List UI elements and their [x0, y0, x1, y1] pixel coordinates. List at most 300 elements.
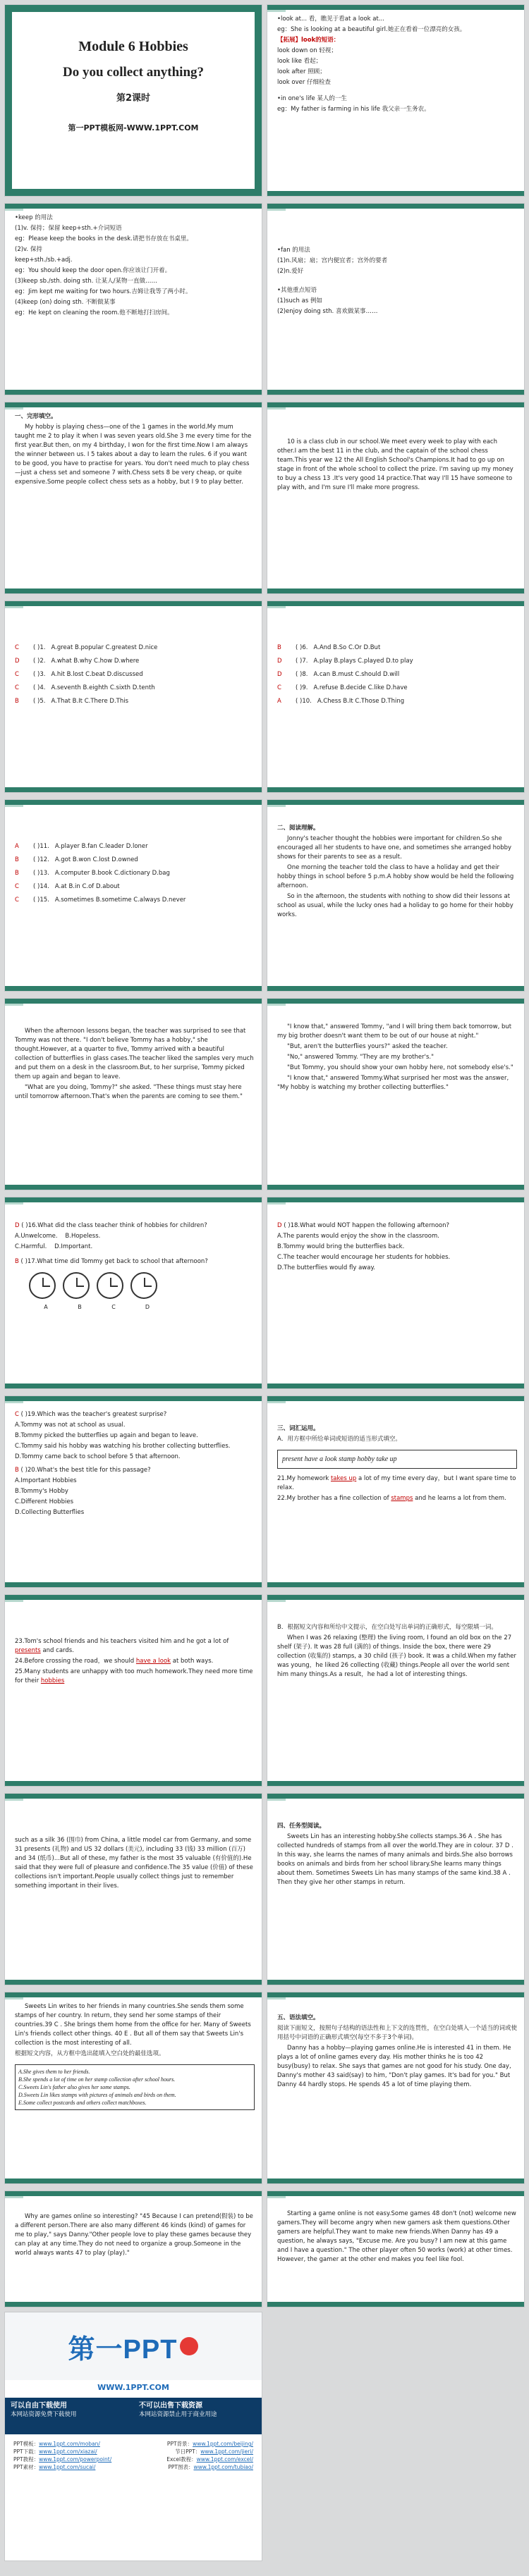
question-number: ( )6. — [296, 644, 308, 651]
question-16 — [15, 1221, 255, 1231]
band-left — [5, 2398, 133, 2434]
link-url[interactable]: www.1ppt.com/xiazai/ — [39, 2448, 97, 2455]
question-19 — [15, 1410, 255, 1419]
link-item — [13, 2440, 100, 2448]
slide-reading-3 — [267, 998, 525, 1190]
sentence-text: 22.My brother has a fine collection of — [277, 1495, 389, 1502]
paragraph: "I know that," answered Tommy, "and I will bring them back tomorrow, but my big brother doesn't want them to be out of our house at night." — [277, 1023, 512, 1040]
slide-content — [15, 214, 255, 388]
link-label: PPT素材： — [13, 2464, 39, 2470]
sentence-text: at both ways. — [172, 1658, 214, 1665]
link-url[interactable]: www.1ppt.com/powerpoint/ — [39, 2456, 112, 2463]
question-number: ( )9. — [296, 684, 308, 691]
link-url[interactable]: www.1ppt.com/beijing/ — [193, 2441, 253, 2447]
slide-questions-19-20 — [4, 1395, 262, 1588]
choice-options: A.great B.popular C.greatest D.nice — [51, 644, 158, 651]
choice-options: A.Chess B.It C.Those D.Thing — [317, 698, 405, 705]
text-line: (2)enjoy doing sth. 喜欢做某事…… — [277, 308, 378, 315]
top-bar — [267, 5, 524, 10]
choice-row — [15, 896, 255, 905]
slide-content — [15, 643, 255, 785]
slide-content — [277, 246, 517, 388]
link-item — [167, 2440, 253, 2448]
text-line: look over 仔细检查 — [277, 79, 332, 86]
slide-reading-2 — [4, 998, 262, 1190]
bottom-bar — [267, 2178, 524, 2183]
option: C.Tommy said his hobby was watching his brother collecting butterflies. — [15, 1443, 231, 1450]
question-text: ( )16.What did the class teacher think of hobbies for children? — [21, 1222, 207, 1229]
top-bar — [5, 1794, 262, 1799]
passage: such as a silk 36 (围巾) from China, a little model car from Germany, and some 31 presents (礼物) and US 32 dollars (美元), including 33 (钱) 33 million (百万) and 34 (纸币)...But all of these, my father is the most 35 valuable (有价值的).He said that they were full of pleasure and confidence.The 35 value (价值) of these collections isn't important.People usually collect things just to remember something important in their lives. — [15, 1837, 253, 1890]
bottom-bar — [267, 1185, 524, 1190]
slide-cloze-1 — [4, 402, 262, 594]
sentence-25 — [15, 1668, 255, 1686]
promo-links — [5, 2434, 262, 2477]
lesson-question: Do you collect anything? — [62, 65, 205, 80]
link-url[interactable]: www.1ppt.com/jieri/ — [200, 2448, 253, 2455]
bottom-bar — [267, 986, 524, 991]
slide-look-at — [267, 4, 525, 197]
paragraph: "What are you doing, Tommy?" she asked. "These things must stay here until tomorrow afternoon.That's when the parents are coming to see them." — [15, 1084, 243, 1100]
link-url[interactable]: www.1ppt.com/tubiao/ — [193, 2464, 253, 2470]
question-text: ( )18.What would NOT happen the following afternoon? — [284, 1222, 449, 1229]
corner-accent — [267, 805, 286, 807]
text-line: eg：Jim kept me waiting for two hours.吉姆让我等了两小时。 — [15, 288, 192, 295]
corner-accent — [5, 1600, 23, 1602]
text-line: eg：She is looking at a beautiful girl.她正在看着一位漂亮的女孩。 — [277, 26, 466, 33]
answer-23: presents — [15, 1647, 41, 1654]
slide-content — [277, 1424, 517, 1580]
clock-icon — [63, 1272, 90, 1299]
text-line: (4)keep (on) doing sth. 不断做某事 — [15, 299, 116, 306]
answer: A — [15, 843, 19, 850]
promo-slide — [4, 2312, 262, 2561]
option: A.She gives them to her friends. — [18, 2069, 90, 2075]
site-label: 第一PPT模板网-WWW.1PPT.COM — [68, 123, 199, 133]
choice-options: A.computer B.book C.dictionary D.bag — [54, 870, 170, 877]
link-row — [13, 2463, 253, 2471]
slide-content — [277, 824, 517, 984]
text-line: eg：My father is farming in his life 我父亲一生务农。 — [277, 106, 430, 113]
question-18 — [277, 1221, 517, 1231]
corner-accent — [267, 1799, 286, 1801]
corner-accent — [267, 1202, 286, 1204]
answer-20: B — [15, 1467, 19, 1474]
choice-row — [277, 643, 517, 653]
option: D.Collecting Butterflies — [15, 1509, 85, 1516]
slide-content — [15, 412, 255, 586]
top-bar — [267, 1595, 524, 1600]
question-number: ( )13. — [33, 870, 49, 877]
slide-choices-2 — [267, 600, 525, 793]
slide-grammar-3 — [267, 2190, 525, 2307]
bottom-bar — [5, 1383, 262, 1388]
option: D.Important. — [54, 1243, 93, 1250]
answer: D — [277, 671, 282, 678]
option: B.Tommy picked the butterflies up again and began to leave. — [15, 1432, 198, 1439]
bottom-bar — [267, 1582, 524, 1587]
paragraph: When the afternoon lessons began, the teacher was surprised to see that Tommy was not there. "I don't believe Tommy has a hobby," she thought.However, at a quarter to five, Tommy arrived with a beautiful collection of butterflies in glass cases.The teacher liked the samples very much and put them on a desk in the classroom.But, to her surprise, Tommy picked them up again and began to leave. — [15, 1028, 254, 1080]
answer-19: C — [15, 1411, 19, 1418]
slide-choices-3 — [4, 799, 262, 992]
top-bar — [5, 800, 262, 805]
slide-keep — [4, 203, 262, 395]
bottom-bar — [267, 787, 524, 792]
passage: Danny has a hobby—playing games online.He is interested 41 in them. He plays a lot of online games every day. His mother thinks he is too 42 busy(busy) to relax. She says that games are not good for his study. One day, Danny's mother 43 said(say) to him, "Don't play games. It's bad for you." But Danny 44 hardly stops. He spends 45 a lot of time playing them. — [277, 2045, 511, 2088]
question-number: ( )7. — [296, 658, 308, 665]
question-number: ( )11. — [33, 843, 49, 850]
passage: Why are games online so interesting? "45 Because I can pretend(假装) to be a different person.There are also many different 46 kinds (kind) of games for me to play," says Danny."Other people love to play these games because they can play at any time.They do not need to organize a group.Someone in the world always wants 47 to play (play)." — [15, 2213, 253, 2257]
question-number: ( )8. — [296, 671, 308, 678]
band-text: 本网站资源免费下载使用 — [11, 2411, 77, 2418]
question-number: ( )10. — [296, 698, 312, 705]
sentence-24 — [15, 1657, 255, 1666]
sentence-23 — [15, 1637, 255, 1656]
choice-options: A.play B.plays C.played D.to play — [313, 658, 413, 665]
slide-grammar-2 — [4, 2190, 262, 2307]
top-bar — [267, 800, 524, 805]
section-subheading: 根据短文内容，从方框中选出能填入空白处的最佳选项。 — [15, 2050, 165, 2057]
text-line: •其他重点短语 — [277, 287, 317, 294]
section-heading: 一、完形填空。 — [15, 413, 57, 420]
slide-content — [15, 842, 255, 984]
bottom-bar — [267, 1980, 524, 1985]
text-line: eg：You should keep the door open.你应该让门开着。 — [15, 267, 171, 274]
text-line: •look at... 看，瞧见于看at a look at... — [277, 16, 384, 23]
bottom-bar — [5, 1582, 262, 1587]
options-16 — [15, 1232, 255, 1241]
corner-accent — [5, 1997, 23, 1999]
link-row — [13, 2448, 253, 2455]
question-17 — [15, 1257, 255, 1267]
answer-22: stamps — [391, 1495, 413, 1502]
slide-content — [15, 1221, 255, 1381]
promo-band — [5, 2398, 262, 2434]
corner-accent — [267, 1401, 286, 1403]
option: A.Unwelcome. — [15, 1233, 58, 1240]
bottom-bar — [5, 1980, 262, 1985]
text-line: keep+sth./sb.+adj. — [15, 257, 73, 264]
slide-task-reading-2 — [4, 1992, 262, 2184]
top-bar — [267, 1396, 524, 1401]
text-line: (1)v. 保持；保留 keep+sth.+介词短语 — [15, 225, 122, 232]
corner-accent — [5, 209, 23, 211]
answer: D — [15, 658, 20, 665]
top-bar — [5, 402, 262, 407]
link-item — [13, 2448, 97, 2455]
paragraph: "I know that," answered Tommy.What surprised her most was the answer, "My hobby is watching my brother collecting butterflies." — [277, 1075, 509, 1091]
text-line: eg：Please keep the books in the desk.请把书存放在书桌里。 — [15, 235, 193, 242]
bottom-bar — [267, 191, 524, 196]
answer-21: takes up — [330, 1475, 357, 1482]
choice-row — [15, 643, 255, 653]
top-bar — [5, 204, 262, 209]
slide-content — [277, 438, 517, 586]
section-heading: 二、阅读理解。 — [277, 825, 320, 832]
answer: D — [277, 658, 282, 665]
text-line: (1)such as 例如 — [277, 297, 322, 304]
sentence-text: 25.Many students are unhappy with too much homework.They need more time for their — [15, 1668, 253, 1684]
bottom-bar — [5, 588, 262, 593]
slide-vocab-a — [267, 1395, 525, 1588]
option: D.The butterflies would fly away. — [277, 1264, 375, 1271]
options-box — [15, 2064, 255, 2110]
link-item — [13, 2463, 95, 2471]
answer-25: hobbies — [40, 1677, 65, 1684]
clock-row — [15, 1268, 255, 1302]
top-bar — [5, 1595, 262, 1600]
option: C.Sweets Lin's father also gives her some stamps. — [18, 2084, 130, 2090]
options-16b — [15, 1243, 255, 1252]
corner-accent — [5, 1202, 23, 1204]
link-label: PPT背景： — [166, 2441, 193, 2447]
slide-content — [15, 1410, 255, 1580]
question-20 — [15, 1466, 255, 1475]
corner-accent — [267, 407, 286, 409]
bottom-bar — [5, 986, 262, 991]
paragraph: "But, aren't the butterflies yours?" asked the teacher. — [287, 1043, 448, 1050]
choice-row — [277, 697, 517, 706]
choice-options: A.refuse B.decide C.like D.have — [313, 684, 408, 691]
clock-label: D — [145, 1304, 150, 1310]
paragraph: One morning the teacher told the class to have a holiday and get their hobby things in school before 5 p.m.A hobby show would be held the following afternoon. — [277, 864, 514, 889]
link-item — [13, 2455, 111, 2463]
answer: B — [15, 856, 19, 863]
answer: C — [15, 671, 19, 678]
question-number: ( )4. — [33, 684, 46, 691]
link-url[interactable]: www.1ppt.com/sucai/ — [39, 2464, 96, 2470]
choice-options: A.And B.So C.Or D.But — [313, 644, 381, 651]
top-bar — [267, 999, 524, 1004]
promo-site[interactable]: WWW.1PPT.COM — [97, 2383, 169, 2392]
answer: B — [277, 644, 281, 651]
slide-content — [277, 15, 517, 189]
corner-accent — [5, 606, 23, 608]
clock-label: A — [44, 1304, 48, 1310]
bottom-bar — [267, 588, 524, 593]
link-item — [175, 2448, 253, 2455]
top-bar — [5, 2191, 262, 2196]
question-number: ( )1. — [33, 644, 46, 651]
slide-choices-1 — [4, 600, 262, 793]
top-bar — [5, 1992, 262, 1997]
choice-options: A.seventh B.eighth C.sixth D.tenth — [51, 684, 155, 691]
option: C.Different Hobbies — [15, 1498, 73, 1505]
slide-content — [277, 2210, 517, 2300]
bottom-bar — [5, 1781, 262, 1786]
choice-options: A.sometimes B.sometime C.always D.never — [54, 896, 186, 904]
question-text: ( )17.What time did Tommy get back to school that afternoon? — [20, 1258, 208, 1265]
slide-content — [277, 1221, 517, 1381]
corner-accent — [267, 1600, 286, 1602]
sentence-22 — [277, 1494, 517, 1503]
corner-accent — [5, 1004, 23, 1006]
option: A.Important Hobbies — [15, 1477, 77, 1484]
link-label: PPT模板： — [13, 2441, 39, 2447]
option: B.Tommy's Hobby — [15, 1488, 68, 1495]
option: B.She spends a lot of time on her stamp collection after school hours. — [18, 2076, 176, 2083]
band-right — [133, 2398, 262, 2434]
text-line: (3)keep sb./sth. doing sth. 让某人/某物一直做…… — [15, 278, 158, 285]
answer-18: D — [277, 1222, 282, 1229]
slide-questions-16-17 — [4, 1197, 262, 1389]
sentence-21 — [277, 1474, 517, 1493]
corner-accent — [267, 606, 286, 608]
corner-accent — [267, 1997, 286, 1999]
sentence-text: 23.Tom's school friends and his teachers visited him and he got a lot of — [15, 1638, 229, 1645]
choice-row — [15, 842, 255, 851]
paragraph: Jonny's teacher thought the hobbies were important for children.So she encouraged all her students to have one, and sometimes she arranged hobby shows for their parents to see as a result. — [277, 835, 512, 861]
answer: A — [277, 698, 281, 705]
clock-label: B — [78, 1304, 82, 1310]
bottom-bar — [5, 787, 262, 792]
slide-content — [277, 1623, 517, 1779]
slide-content — [15, 1637, 255, 1779]
slide-vocab-b — [267, 1594, 525, 1787]
section-heading: 四、任务型阅读。 — [277, 1823, 326, 1830]
link-url[interactable]: www.1ppt.com/excel/ — [196, 2456, 253, 2463]
unit-title: Module 6 Hobbies — [78, 39, 188, 54]
sentence-text: and he learns a lot from them. — [415, 1495, 506, 1502]
option: A.Tommy was not at school as usual. — [15, 1422, 126, 1429]
corner-accent — [5, 1799, 23, 1801]
slide-question-18 — [267, 1197, 525, 1389]
text-line: •keep 的用法 — [15, 214, 53, 221]
question-number: ( )12. — [33, 856, 49, 863]
slide-grammar-1 — [267, 1992, 525, 2184]
section-heading: 五、语法填空。 — [277, 2014, 320, 2021]
slide-cloze-2 — [267, 402, 525, 594]
slide-content — [15, 1836, 255, 1978]
text-line: 【拓展】look的短语： — [277, 37, 340, 44]
answer: C — [15, 684, 19, 691]
sentence-text: 21.My homework — [277, 1475, 329, 1482]
answer: B — [15, 870, 19, 877]
answer: C — [15, 644, 19, 651]
option: E.Some collect postcards and others collect matchboxes. — [18, 2100, 147, 2106]
choice-row — [277, 657, 517, 666]
section-subheading: A．用方框中所给单词或短语的适当形式填空。 — [277, 1436, 401, 1443]
text-line: •fan 的用法 — [277, 247, 310, 254]
bottom-bar — [267, 2302, 524, 2307]
clock-icon — [29, 1272, 56, 1299]
text-line: eg：He kept on cleaning the room.他不断地打扫房间。 — [15, 309, 174, 316]
text-line: look like 看起； — [277, 58, 322, 65]
answer: B — [15, 698, 19, 705]
choice-row — [277, 670, 517, 679]
choice-options: A.got B.won C.lost D.owned — [54, 856, 138, 863]
slide-vocab-a2 — [4, 1594, 262, 1787]
word-box: present have a look stamp hobby take up — [277, 1450, 517, 1469]
passage: 10 is a class club in our school.We meet every week to play with each other.I am the best 11 in the club, and the captain of the school chess team.This year we 12 the All English School's Champions.It had to go up on stage in front of the whole school to collect the prize. I'm saving up my money to buy a chess 13 .It's very good 14 practice.That way I'll 15 have someone to play with, and I'm sure I'll make more progress. — [277, 438, 513, 491]
clock-icon — [97, 1272, 123, 1299]
brand-logo — [68, 2327, 199, 2366]
question-number: ( )3. — [33, 671, 46, 678]
clock-label: C — [111, 1304, 116, 1310]
question-text: ( )20.What's the best title for this passage? — [20, 1467, 151, 1474]
option: B.Tommy would bring the butterflies back. — [277, 1243, 405, 1250]
text-line: (2)n.爱好 — [277, 268, 304, 275]
passage: When I was 26 relaxing (整理) the living room, I found an old box on the 27 shelf (架子). It was 28 full (满的) of things. Inside the box, there were 29 collection (收集的) stamps, a 30 child (孩子) book. It was a child.When my father was young，he liked 26 collecting (收藏) things.People all over the world sent him many things.As a result，he had a lot of interesting things. — [277, 1634, 516, 1678]
sentence-text: a lot of my time every day，but I want spare time to relax. — [277, 1475, 516, 1491]
question-number: ( )15. — [33, 896, 49, 904]
text-line: look down on 轻视； — [277, 47, 337, 54]
option: C.Harmful. — [15, 1243, 47, 1250]
bottom-bar — [5, 2302, 262, 2307]
band-text: 本网站资源禁止用于商业用途 — [139, 2411, 217, 2418]
choice-row — [277, 684, 517, 693]
choice-row — [15, 657, 255, 666]
link-label: PPT下载： — [13, 2448, 39, 2455]
link-item — [168, 2463, 253, 2471]
choice-row — [15, 856, 255, 865]
choice-options: A.at B.in C.of D.about — [54, 883, 120, 890]
top-bar — [5, 1396, 262, 1401]
link-label: PPT教程： — [13, 2456, 39, 2463]
text-line: •in one's life 某人的一生 — [277, 95, 347, 102]
text-line: look after 照顾； — [277, 68, 326, 75]
slide-content — [277, 2014, 517, 2176]
top-bar — [267, 402, 524, 407]
top-bar — [267, 204, 524, 209]
paragraph: "But Tommy, you should show your own hobby here, not somebody else's." — [287, 1064, 513, 1071]
corner-accent — [5, 805, 23, 807]
link-row — [13, 2455, 253, 2463]
band-title: 可以自由下载使用 — [11, 2402, 67, 2410]
slide-content — [277, 1822, 517, 1978]
option: D.Sweets Lin likes stamps with pictures of animals and birds on them. — [18, 2092, 176, 2098]
slide-content — [277, 643, 517, 785]
section-heading: 三、词汇运用。 — [277, 1425, 320, 1432]
question-number: ( )14. — [33, 883, 49, 890]
option: A.The parents would enjoy the show in the classroom. — [277, 1233, 439, 1240]
title-card — [12, 12, 255, 189]
link-item — [166, 2455, 253, 2463]
logo-area — [5, 2312, 262, 2380]
bottom-bar — [5, 1185, 262, 1190]
bottom-bar — [267, 1383, 524, 1388]
answer: C — [15, 896, 19, 904]
link-url[interactable]: www.1ppt.com/moban/ — [39, 2441, 100, 2447]
clock-labels — [15, 1302, 255, 1312]
corner-accent — [5, 407, 23, 409]
paragraph: So in the afternoon, the students with nothing to show did their lessons at school as usual, while the lucky ones had a holiday to go home for their hobby works. — [277, 893, 513, 918]
lesson-number: 第2课时 — [116, 93, 151, 104]
band-title: 不可以出售下载资源 — [139, 2402, 202, 2410]
slide-reading-1 — [267, 799, 525, 992]
top-bar — [267, 1197, 524, 1202]
corner-accent — [5, 2196, 23, 2198]
bottom-bar — [5, 390, 262, 395]
top-bar — [267, 2191, 524, 2196]
slide-task-reading-1 — [267, 1793, 525, 1985]
slide-content — [15, 2002, 255, 2176]
top-bar — [267, 1992, 524, 1997]
question-text: ( )19.Which was the teacher's greatest surprise? — [20, 1411, 167, 1418]
passage: My hobby is playing chess—one of the 1 games in the world.My mum taught me 2 to play it when I was seven years old.She 3 me every time for the first year.But then, on my 4 birthday, I won for the first time.Now I am always the winner between us. I 5 takes about a day to learn the rules. 6 if you want to be good, you have to practise for years. You don't need much to play chess—just a chess set and someone 7 with.Chess sets 8 be very cheap, or quite expensive.Some people collect chess sets as a hobby, but I 9 to play better. — [15, 424, 252, 486]
logo-text: 第一PPT — [68, 2334, 178, 2365]
instruction: 阅读下面短文，按照句子结构的语法性和上下文的连贯性，在空白处填入一个适当的词或使用括号中词语的正确形式填空(每空不多于3个单词)。 — [277, 2025, 518, 2041]
question-number: ( )5. — [33, 698, 46, 705]
slide-title — [4, 4, 262, 197]
choice-row — [15, 882, 255, 892]
choice-options: A.player B.fan C.leader D.loner — [54, 843, 148, 850]
choice-options: A.That B.It C.There D.This — [51, 698, 129, 705]
option: D.Tommy came back to school before 5 that afternoon. — [15, 1453, 181, 1460]
answer: C — [15, 883, 19, 890]
corner-accent — [267, 10, 286, 12]
clock-icon — [130, 1272, 157, 1299]
